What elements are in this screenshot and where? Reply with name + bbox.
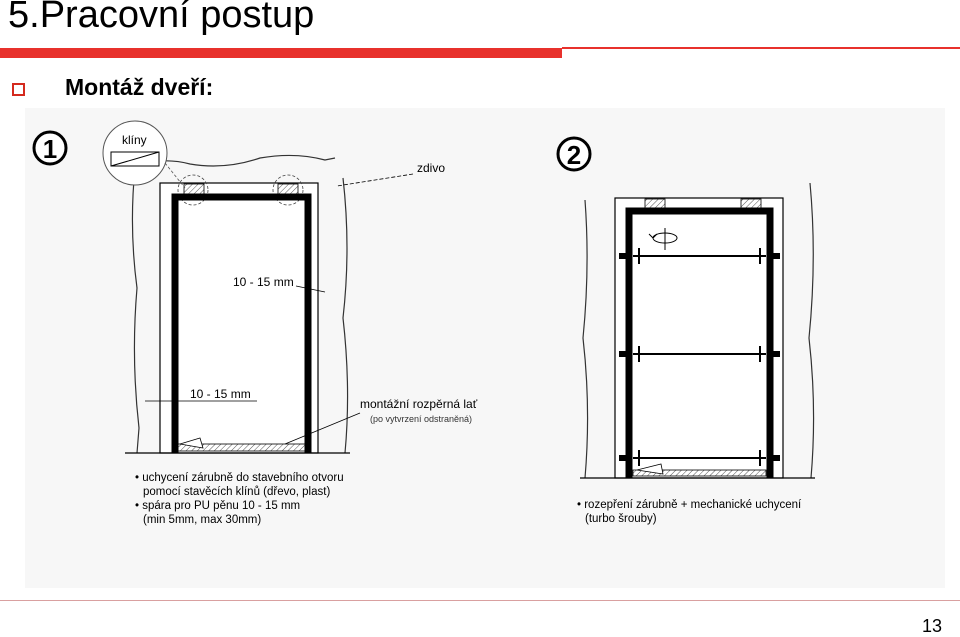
- step1-opening: [160, 183, 318, 453]
- step1-note-1: • uchycení zárubně do stavebního otvoru: [135, 472, 344, 484]
- door-installation-figure: [25, 108, 945, 588]
- step2-opening: [615, 198, 783, 478]
- step2-note-2: (turbo šrouby): [585, 513, 657, 525]
- step1-label-spreader: montážní rozpěrná lať: [360, 397, 478, 411]
- slide-title: 5.Pracovní postup: [8, 0, 315, 36]
- square-bullet-icon: [12, 83, 25, 96]
- page-number: 13: [921, 616, 942, 636]
- step1-wedge-left: [184, 184, 204, 194]
- title-underline-bar: [0, 48, 562, 58]
- step1-note-2: pomocí stavěcích klínů (dřevo, plast): [143, 486, 331, 498]
- step1-note-4: (min 5mm, max 30mm): [143, 514, 262, 526]
- step1-dim-top: 10 - 15 mm: [233, 275, 294, 289]
- title-underline-line: [562, 47, 960, 49]
- step1-label-wall: zdivo: [417, 161, 446, 175]
- step1-label-wedges: klíny: [122, 133, 147, 147]
- step2-note-1: • rozepření zárubně + mechanické uchycení: [577, 499, 802, 511]
- footer-divider: [0, 600, 960, 601]
- slide-subtitle: Montáž dveří:: [65, 74, 214, 100]
- step1-wedge-right: [278, 184, 298, 194]
- step1-number: 1: [42, 134, 58, 164]
- step1-label-spreader-note: (po vytvrzení odstraněná): [370, 414, 473, 424]
- step2-number: 2: [566, 140, 582, 170]
- step1-dim-side: 10 - 15 mm: [190, 387, 251, 401]
- step1-note-3: • spára pro PU pěnu 10 - 15 mm: [135, 500, 301, 512]
